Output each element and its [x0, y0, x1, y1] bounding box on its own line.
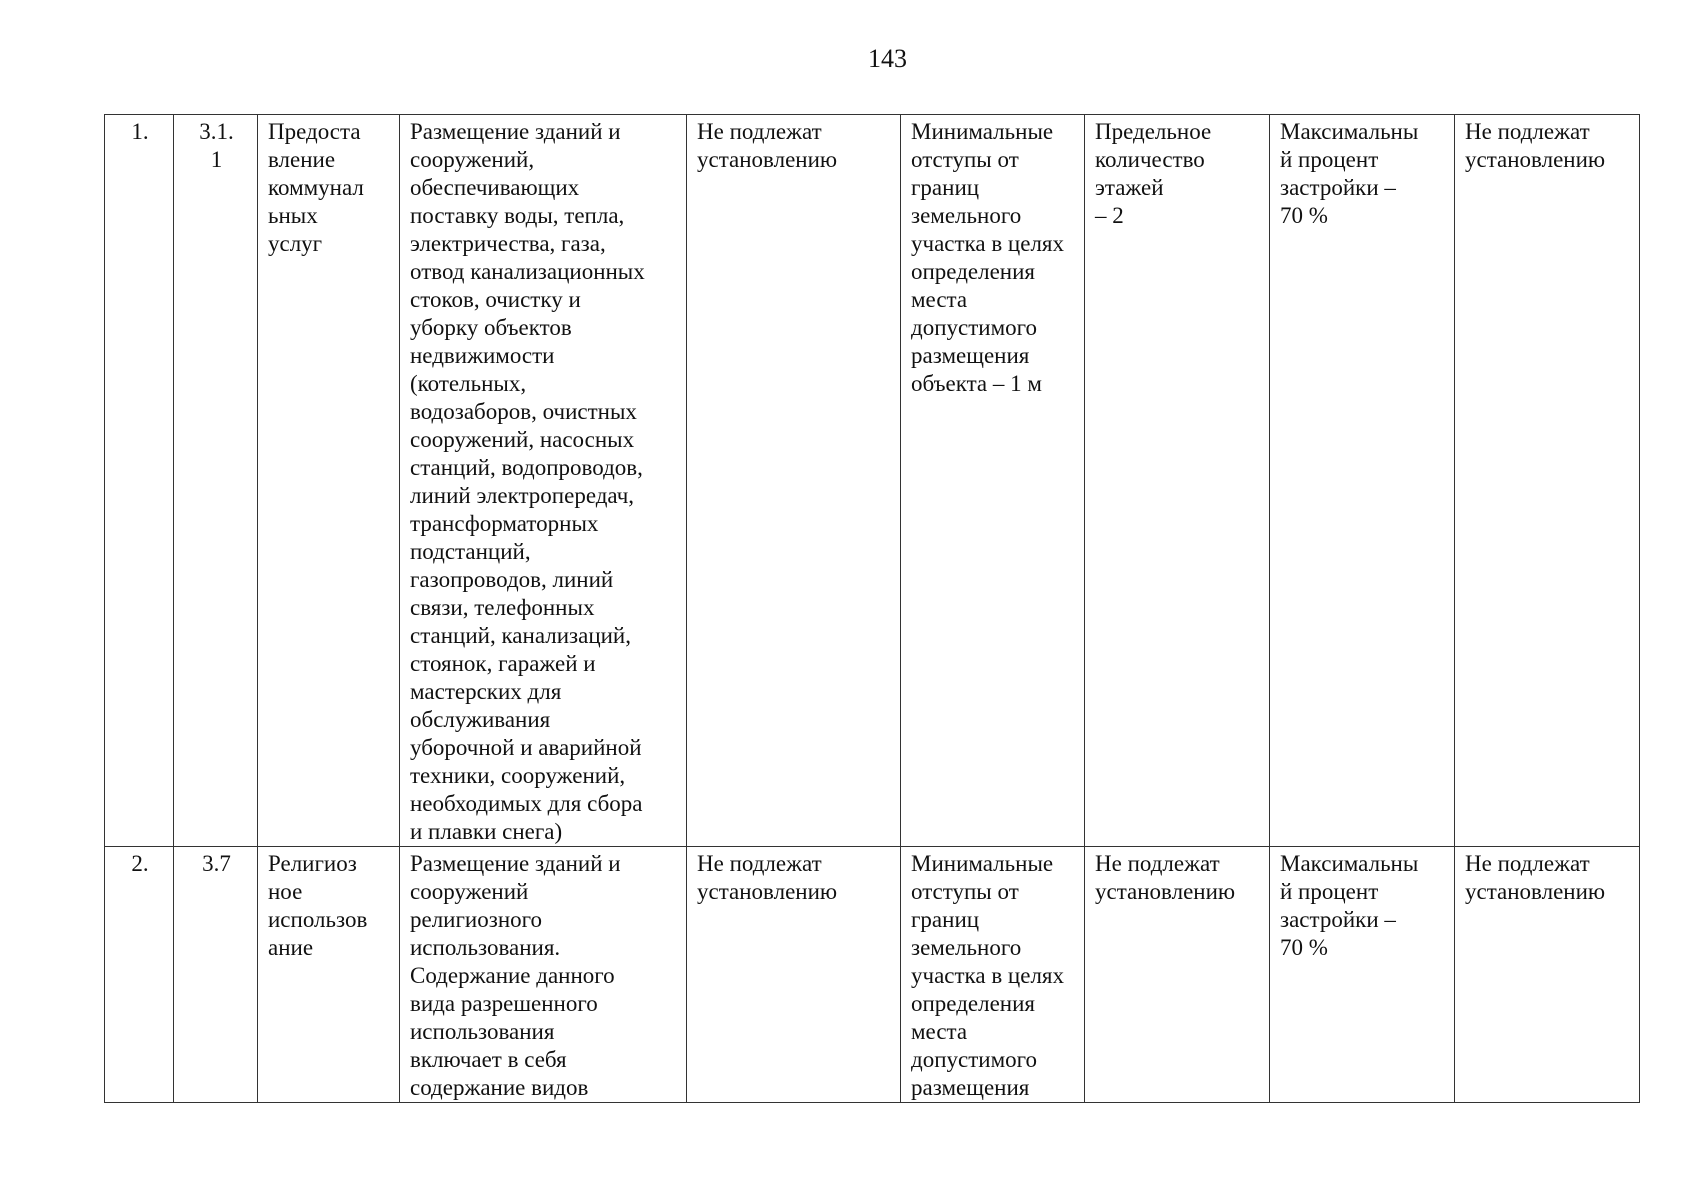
setback-cell: Минимальные отступы от границ земельного участка в целях определения места допустимого размещения объекта – 1 м — [901, 115, 1085, 847]
plot-size-cell: Не подлежат установлению — [687, 115, 901, 847]
row-number-cell: 2. — [105, 847, 174, 1103]
use-code-cell: 3.1. 1 — [174, 115, 258, 847]
other-params-cell: Не подлежат установлению — [1455, 847, 1640, 1103]
floors-cell: Не подлежат установлению — [1085, 847, 1270, 1103]
use-description-cell: Размещение зданий и сооружений, обеспечивающих поставку воды, тепла, электричества, газа, отвод канализационных стоков, очистку и уборку объектов недвижимости (котельных, водозаборов, очистных сооружений, насосных станций, водопроводов, линий электропередач, трансформаторных подстанций, газопроводов, линий связи, телефонных станций, канализаций, стоянок, гаражей и мастерских для обслуживания уборочной и аварийной техники, сооружений, необходимых для сбора и плавки снега) — [400, 115, 687, 847]
use-name-cell: Предоста вление коммунал ьных услуг — [258, 115, 400, 847]
row-number-cell: 1. — [105, 115, 174, 847]
coverage-cell: Максимальны й процент застройки – 70 % — [1270, 847, 1455, 1103]
land-use-table — [104, 114, 1640, 1103]
table-row — [105, 115, 1640, 847]
table-row — [105, 847, 1640, 1103]
use-description-cell: Размещение зданий и сооружений религиозного использования. Содержание данного вида разрешенного использования включает в себя содержание видов — [400, 847, 687, 1103]
other-params-cell: Не подлежат установлению — [1455, 115, 1640, 847]
use-code-cell: 3.7 — [174, 847, 258, 1103]
floors-cell: Предельное количество этажей – 2 — [1085, 115, 1270, 847]
coverage-cell: Максимальны й процент застройки – 70 % — [1270, 115, 1455, 847]
use-name-cell: Религиоз ное использов ание — [258, 847, 400, 1103]
page-number: 143 — [868, 44, 907, 73]
plot-size-cell: Не подлежат установлению — [687, 847, 901, 1103]
setback-cell: Минимальные отступы от границ земельного участка в целях определения места допустимого размещения — [901, 847, 1085, 1103]
